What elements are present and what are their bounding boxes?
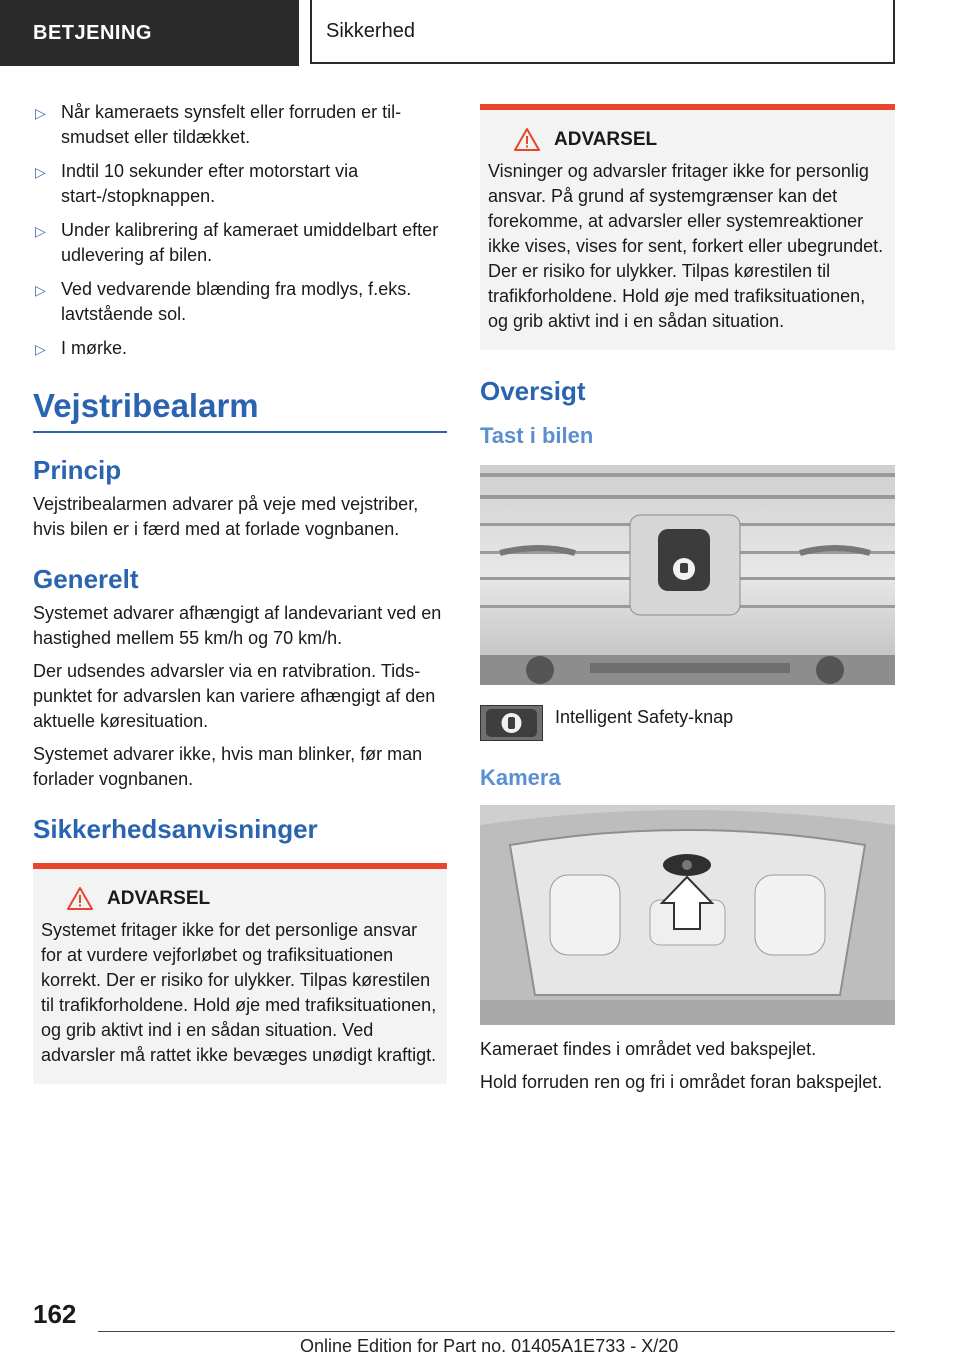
kamera-paragraph-2: Hold forruden ren og fri i området foran bakspejlet. — [480, 1072, 883, 1092]
safety-heading: Sikkerhedsanvisninger — [33, 814, 318, 844]
list-item: ▷ I mørke. — [33, 336, 447, 361]
footer-divider — [98, 1331, 895, 1332]
section-tab — [0, 0, 299, 66]
warning-text: Visninger og advarsler fritager ikke for personlig ansvar. På grund af systemgrænser kan det forekomme, at advarsler eller systemreaktioner ikke vises, vises for sent, forkert eller ubegrundet. Der er risiko for ulykker. Tilpas kørestilen til trafikforholdene. Hold øje med trafiksituationen, og grib aktivt ind i en sådan situation. — [488, 161, 884, 331]
list-item: ▷ Indtil 10 sekunder efter motorstart via start-/stopknappen. — [35, 161, 359, 206]
right-column — [480, 104, 895, 1095]
triangle-bullet-icon: ▷ — [35, 164, 46, 180]
warning-title: ADVARSEL — [41, 887, 439, 910]
section-label: BETJENING — [33, 21, 152, 44]
warning-triangle-icon — [514, 128, 540, 151]
generelt-paragraph-3: Systemet advarer ikke, hvis man blinker, før man forlader vognbanen. — [33, 744, 423, 789]
kamera-paragraph-1: Kameraet findes i området ved bakspejlet. — [480, 1039, 817, 1059]
list-item: ▷ Når kameraets synsfelt eller forruden er tilsmudset eller tildækket. — [35, 102, 402, 147]
triangle-bullet-icon: ▷ — [35, 223, 46, 239]
warning-title: ADVARSEL — [488, 128, 887, 151]
warning-text: Systemet fritager ikke for det personlige ansvar for at vurdere vejforløbet og trafiksituationen korrekt. Der er risiko for ulykker. Tilpas kørestilen til trafikforholdene. Hold øje med trafiksituationen, og grib aktivt ind i en sådan situation. Ved advarsler må rattet ikke bevæges unødigt kraftigt. — [41, 920, 437, 1065]
princip-text: Vejstribealarmen advarer på veje med vejstriber, hvis bilen er i færd med at forlade vognbanen. — [33, 494, 419, 539]
list-item: ▷ Under kalibrering af kameraet umiddelbart efter udlevering af bilen. — [35, 220, 439, 265]
button-caption-row — [480, 705, 895, 741]
generelt-paragraph-2: Der udsendes advarsler via en ratvibration. Tidspunktet for advarslen kan variere afhængigt af den aktuelle køresituation. — [33, 661, 436, 731]
button-caption: Intelligent Safety-knap — [555, 707, 734, 727]
page-title: Vejstribealarm — [33, 387, 447, 433]
generelt-paragraph-1: Systemet advarer afhængigt af landevariant ved en hastighed mellem 55 km/h og 70 km/h. — [33, 603, 442, 648]
princip-heading: Princip — [33, 455, 122, 485]
list-item: ▷ Ved vedvarende blænding fra modlys, f.eks. lavtstående sol. — [35, 279, 412, 324]
page-number: 162 — [33, 1299, 77, 1329]
left-column — [33, 100, 447, 1084]
chapter-tab — [310, 0, 895, 64]
tast-heading: Tast i bilen — [480, 423, 594, 448]
warning-triangle-icon — [67, 887, 93, 910]
condition-list — [33, 100, 447, 361]
intelligent-safety-button-icon — [480, 705, 543, 741]
triangle-bullet-icon: ▷ — [35, 341, 46, 357]
warning-box — [33, 863, 447, 1084]
kamera-heading: Kamera — [480, 765, 561, 790]
triangle-bullet-icon: ▷ — [35, 282, 46, 298]
edition-note: Online Edition for Part no. 01405A1E733 - X/20 — [300, 1336, 679, 1356]
dashboard-button-photo — [480, 465, 895, 685]
chapter-label: Sikkerhed — [326, 19, 415, 42]
oversigt-heading: Oversigt — [480, 376, 586, 406]
camera-location-photo — [480, 805, 895, 1025]
warning-box — [480, 104, 895, 350]
triangle-bullet-icon: ▷ — [35, 105, 46, 121]
generelt-heading: Generelt — [33, 564, 139, 594]
